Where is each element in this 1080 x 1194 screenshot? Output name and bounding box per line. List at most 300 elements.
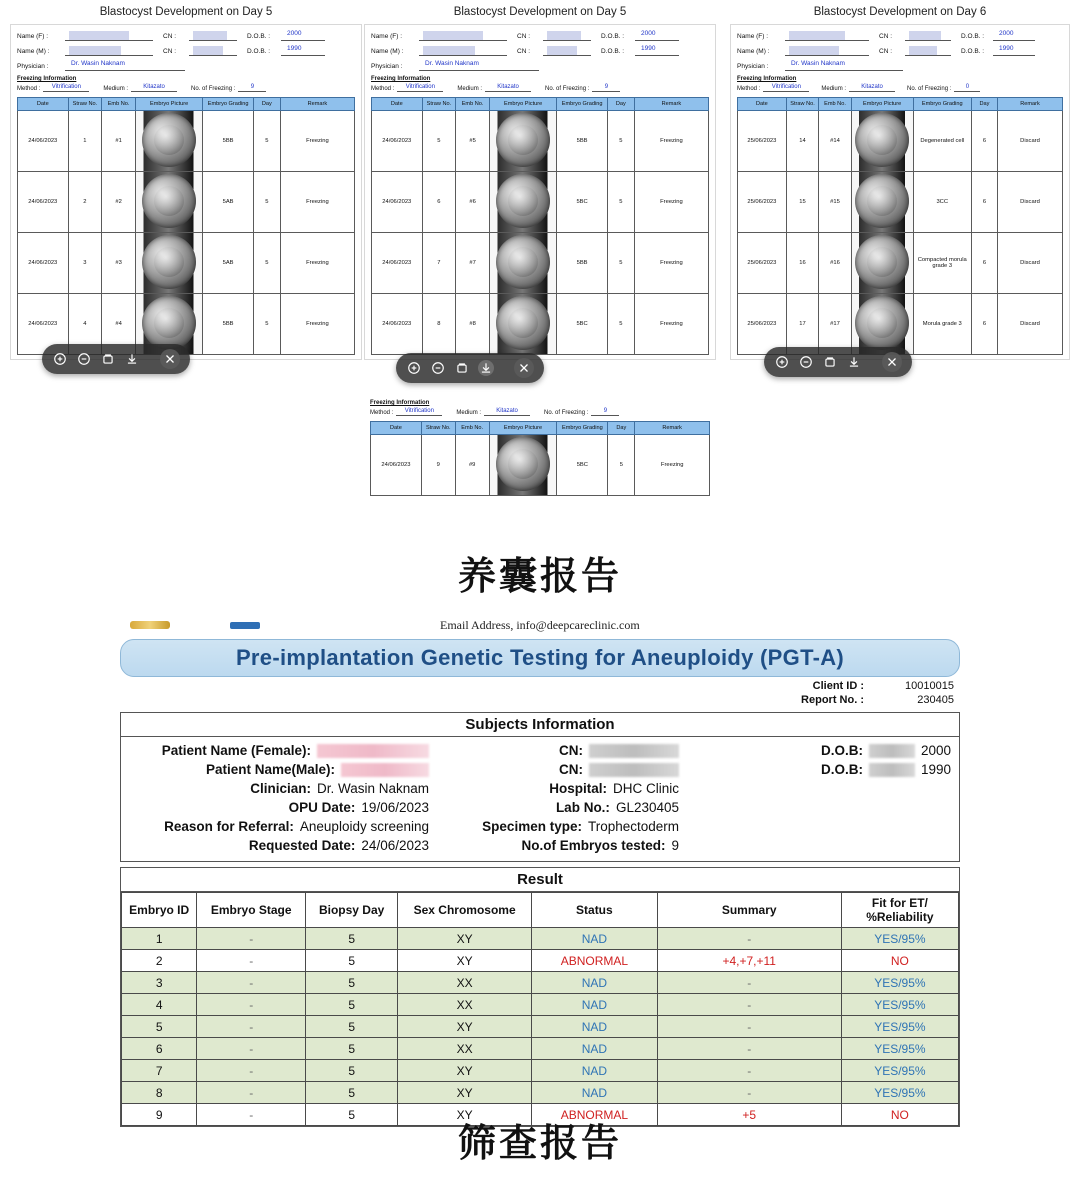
cell-day: 6: [972, 294, 998, 355]
cell-straw: 2: [68, 172, 102, 233]
subjects-grid: [121, 737, 959, 861]
requested-date-label: Requested Date:: [248, 838, 356, 853]
embryo-image[interactable]: [855, 113, 909, 167]
result-row: [122, 928, 959, 950]
col-picture: Embryo Picture: [489, 422, 557, 435]
cell-biopsy-day: 5: [306, 1016, 398, 1038]
table-row: [372, 294, 709, 355]
table-header-row: [372, 98, 709, 111]
dob-male-value: 1990: [920, 762, 951, 777]
method-label: Method :: [371, 86, 395, 92]
cn-label-f: CN :: [163, 32, 176, 40]
pgt-header: [120, 615, 960, 635]
col-day: Day: [972, 98, 998, 111]
cn-female-value-redacted: [589, 744, 679, 758]
cell-summary: +5: [657, 1104, 841, 1126]
dob-male-row: [679, 762, 951, 777]
embryo-image[interactable]: [142, 296, 196, 350]
dob-male-value: 1990: [999, 45, 1014, 52]
physician-value: Dr. Wasin Naknam: [71, 60, 125, 67]
cell-status: NAD: [532, 1060, 658, 1082]
cell-sex: XY: [398, 1060, 532, 1082]
table-row: [18, 111, 355, 172]
cn-female-label: CN:: [559, 743, 583, 758]
cell-date: 25/06/2023: [738, 111, 787, 172]
lab-no-label: Lab No.:: [555, 800, 610, 815]
cell-date: 24/06/2023: [372, 172, 423, 233]
panel-title: Blastocyst Development on Day 5: [453, 6, 627, 18]
embryo-image[interactable]: [142, 174, 196, 228]
cell-status: NAD: [532, 994, 658, 1016]
spacer-cell-4: [679, 838, 951, 853]
result-table: [121, 892, 959, 1126]
cell-embryo-id: 1: [122, 928, 197, 950]
cell-stage: -: [197, 950, 306, 972]
cn-male-label: CN:: [559, 762, 583, 777]
method-value: Vitrification: [43, 84, 89, 92]
table-row: [372, 111, 709, 172]
cell-embryo-id: 9: [122, 1104, 197, 1126]
embryo-image[interactable]: [142, 113, 196, 167]
cell-fit: NO: [841, 950, 958, 972]
col-date: Date: [372, 98, 423, 111]
result-row: [122, 1082, 959, 1104]
col-summary: Summary: [657, 893, 841, 928]
cell-embryo-picture[interactable]: [135, 233, 202, 294]
requested-date-row: [129, 838, 429, 853]
cell-day: 5: [253, 294, 280, 355]
close-icon[interactable]: [882, 352, 902, 372]
result-row: [122, 972, 959, 994]
col-emb: Emb No.: [456, 98, 490, 111]
cell-sex: XY: [398, 928, 532, 950]
physician-row: [17, 61, 355, 71]
cell-status: ABNORMAL: [532, 950, 658, 972]
cell-sex: XX: [398, 972, 532, 994]
cell-date: 25/06/2023: [738, 172, 787, 233]
spacer-cell-1: [679, 781, 951, 796]
cn-label-f: CN :: [517, 32, 530, 40]
cell-biopsy-day: 5: [306, 928, 398, 950]
client-id-label: Client ID :: [812, 680, 864, 692]
cell-biopsy-day: 5: [306, 994, 398, 1016]
freezing-row: [17, 84, 355, 92]
col-straw: Straw No.: [422, 98, 456, 111]
cell-status: NAD: [532, 1016, 658, 1038]
cell-remark: Discard: [998, 294, 1063, 355]
embryo-image[interactable]: [496, 235, 550, 289]
medium-value: Kitazato: [849, 84, 895, 92]
table-row: [18, 172, 355, 233]
embryo-table: [737, 97, 1063, 355]
hospital-row: [429, 781, 679, 796]
cell-remark: Discard: [998, 111, 1063, 172]
cell-straw: 14: [786, 111, 819, 172]
cell-grading: 5BB: [203, 294, 254, 355]
cell-sex: XY: [398, 1016, 532, 1038]
cell-status: NAD: [532, 972, 658, 994]
specimen-value: Trophectoderm: [587, 819, 679, 834]
cell-remark: Freezing: [280, 172, 354, 233]
medium-value: Kitazato: [131, 84, 177, 92]
cell-grading: 5AB: [203, 233, 254, 294]
cell-biopsy-day: 5: [306, 1082, 398, 1104]
cell-embryo-picture[interactable]: [851, 233, 913, 294]
cell-fit: NO: [841, 1104, 958, 1126]
reason-value: Aneuploidy screening: [299, 819, 429, 834]
physician-label: Physician :: [17, 62, 49, 70]
embryo-image[interactable]: [142, 235, 196, 289]
cell-fit: YES/95%: [841, 1060, 958, 1082]
freezing-heading: Freezing Information: [371, 76, 431, 82]
image-viewer-toolbar[interactable]: [396, 353, 544, 383]
freezing-count-value: 9: [591, 408, 619, 416]
cell-remark: Freezing: [634, 233, 708, 294]
hospital-label: Hospital:: [549, 781, 607, 796]
cell-embryo-picture[interactable]: [489, 233, 556, 294]
name-male-row: [17, 46, 355, 56]
cell-fit: YES/95%: [841, 972, 958, 994]
result-row: [122, 1038, 959, 1060]
name-female-label: Name (F) :: [371, 32, 403, 40]
physician-label: Physician :: [371, 62, 403, 70]
cell-biopsy-day: 5: [306, 1060, 398, 1082]
name-male-row: [737, 46, 1063, 56]
cell-status: NAD: [532, 1038, 658, 1060]
method-value: Vitrification: [397, 84, 443, 92]
clinic-logo-blue-icon: [230, 622, 260, 629]
cell-summary: -: [657, 1082, 841, 1104]
cell-embryo-picture[interactable]: [135, 111, 202, 172]
col-grading: Embryo Grading: [913, 98, 972, 111]
cell-stage: -: [197, 1038, 306, 1060]
cell-grading: 5BC: [557, 172, 608, 233]
col-day: Day: [253, 98, 280, 111]
cell-grading: Degenerated cell: [913, 111, 972, 172]
cell-straw: 7: [422, 233, 456, 294]
panel-extra-form: [366, 400, 714, 496]
cell-stage: -: [197, 1104, 306, 1126]
col-grading: Embryo Grading: [557, 422, 608, 435]
name-male-label: Name (M) :: [371, 47, 404, 55]
cell-grading: 5BB: [557, 233, 608, 294]
requested-date-value: 24/06/2023: [361, 838, 429, 853]
cell-fit: YES/95%: [841, 928, 958, 950]
clinic-email: Email Address, info@deepcareclinic.com: [440, 617, 640, 632]
report-banner-title: Pre-implantation Genetic Testing for Aneuploidy (PGT-A): [120, 639, 960, 677]
cn-label-m: CN :: [163, 47, 176, 55]
medium-value: Kitazato: [485, 84, 531, 92]
cell-grading: 5BC: [557, 435, 608, 496]
blastocyst-panel-extra: [366, 396, 714, 496]
cell-summary: +4,+7,+11: [657, 950, 841, 972]
cell-stage: -: [197, 972, 306, 994]
rotate-icon[interactable]: [454, 360, 470, 376]
cell-straw: 6: [422, 172, 456, 233]
zoom-in-icon[interactable]: [52, 351, 68, 367]
cn-label-m: CN :: [517, 47, 530, 55]
name-male-row: [371, 46, 709, 56]
cell-emb: #4: [102, 294, 136, 355]
cell-embryo-id: 4: [122, 994, 197, 1016]
cell-embryo-picture[interactable]: [851, 111, 913, 172]
cell-embryo-id: 3: [122, 972, 197, 994]
cell-day: 6: [972, 233, 998, 294]
table-row: [372, 233, 709, 294]
cell-date: 24/06/2023: [18, 294, 69, 355]
cell-stage: -: [197, 1082, 306, 1104]
embryo-image[interactable]: [496, 113, 550, 167]
cell-day: 5: [607, 172, 634, 233]
download-icon[interactable]: [846, 354, 862, 370]
cell-date: 25/06/2023: [738, 233, 787, 294]
cell-sex: XX: [398, 1038, 532, 1060]
dob-label-m: D.O.B. :: [247, 47, 271, 55]
cell-grading: 5AB: [203, 172, 254, 233]
result-box: [120, 867, 960, 1127]
method-label: Method :: [17, 86, 41, 92]
cell-embryo-picture[interactable]: [489, 172, 556, 233]
opu-date-label: OPU Date:: [288, 800, 356, 815]
name-female-row: [737, 31, 1063, 41]
col-emb: Emb No.: [819, 98, 852, 111]
close-icon[interactable]: [160, 349, 180, 369]
embryo-image[interactable]: [496, 174, 550, 228]
result-row: [122, 950, 959, 972]
clinic-logo-gold-icon: [130, 621, 170, 629]
panel-form: [730, 24, 1070, 360]
cell-embryo-id: 8: [122, 1082, 197, 1104]
physician-row: [371, 61, 709, 71]
cell-date: 24/06/2023: [372, 233, 423, 294]
zoom-out-icon[interactable]: [798, 354, 814, 370]
cell-day: 5: [607, 111, 634, 172]
col-emb: Emb No.: [102, 98, 136, 111]
embryo-table-extra: [370, 421, 710, 496]
table-row: [18, 233, 355, 294]
cell-summary: -: [657, 928, 841, 950]
col-picture: Embryo Picture: [135, 98, 202, 111]
physician-value: Dr. Wasin Naknam: [425, 60, 479, 67]
patient-male-value-redacted: [341, 763, 429, 777]
cell-day: 5: [607, 233, 634, 294]
cell-biopsy-day: 5: [306, 1038, 398, 1060]
cell-emb: #5: [456, 111, 490, 172]
report-no-value: 230405: [917, 694, 954, 706]
cell-emb: #7: [456, 233, 490, 294]
cell-day: 5: [608, 435, 635, 496]
col-date: Date: [738, 98, 787, 111]
patient-male-label: Patient Name(Male):: [205, 762, 335, 777]
dob-label-f: D.O.B. :: [601, 32, 625, 40]
medium-value: Kitazato: [484, 408, 530, 416]
zoom-out-icon[interactable]: [430, 360, 446, 376]
col-day: Day: [608, 422, 635, 435]
cell-embryo-picture[interactable]: [489, 111, 556, 172]
col-remark: Remark: [280, 98, 354, 111]
col-picture: Embryo Picture: [851, 98, 913, 111]
cell-day: 5: [607, 294, 634, 355]
medium-label: Medium :: [821, 86, 847, 92]
cell-summary: -: [657, 1060, 841, 1082]
cell-biopsy-day: 5: [306, 950, 398, 972]
freezing-heading: Freezing Information: [737, 76, 797, 82]
cell-emb: #16: [819, 233, 852, 294]
embryo-image[interactable]: [496, 296, 550, 350]
cell-straw: 4: [68, 294, 102, 355]
opu-date-value: 19/06/2023: [361, 800, 429, 815]
pgt-a-report: [120, 615, 960, 1127]
zoom-in-icon[interactable]: [774, 354, 790, 370]
cell-summary: -: [657, 1038, 841, 1060]
col-sex-chromosome: Sex Chromosome: [398, 893, 532, 928]
cell-emb: #3: [102, 233, 136, 294]
cell-summary: -: [657, 994, 841, 1016]
cell-status: NAD: [532, 928, 658, 950]
cell-fit: YES/95%: [841, 994, 958, 1016]
cell-straw: 1: [68, 111, 102, 172]
image-viewer-toolbar[interactable]: [764, 347, 912, 377]
dob-male-label: D.O.B:: [820, 762, 863, 777]
report-identifiers: [120, 679, 960, 707]
dob-female-value: 2000: [999, 30, 1014, 37]
medium-label: Medium :: [103, 86, 129, 92]
name-female-label: Name (F) :: [17, 32, 49, 40]
rotate-icon[interactable]: [822, 354, 838, 370]
cell-embryo-picture[interactable]: [851, 172, 913, 233]
cell-straw: 3: [68, 233, 102, 294]
cell-straw: 15: [786, 172, 819, 233]
freezing-count-label: No. of Freezing :: [907, 86, 952, 92]
download-icon[interactable]: [478, 360, 494, 376]
cell-remark: Discard: [998, 233, 1063, 294]
col-grading: Embryo Grading: [557, 98, 608, 111]
cell-emb: #14: [819, 111, 852, 172]
cell-emb: #9: [455, 435, 489, 496]
col-grading: Embryo Grading: [203, 98, 254, 111]
freezing-count-value: 9: [592, 84, 620, 92]
result-title: Result: [121, 868, 959, 892]
freezing-row: [737, 84, 1063, 92]
embryos-tested-label: No.of Embryos tested:: [521, 838, 666, 853]
cell-remark: Freezing: [280, 111, 354, 172]
panel-form: [10, 24, 362, 360]
name-male-label: Name (M) :: [17, 47, 50, 55]
patient-female-value-redacted: [317, 744, 429, 758]
cell-emb: #17: [819, 294, 852, 355]
download-icon[interactable]: [124, 351, 140, 367]
cell-date: 24/06/2023: [18, 111, 69, 172]
cell-grading: 5BB: [203, 111, 254, 172]
opu-date-row: [129, 800, 429, 815]
dob-label-m: D.O.B. :: [601, 47, 625, 55]
embryo-table: [17, 97, 355, 355]
table-row: [738, 233, 1063, 294]
cell-day: 6: [972, 172, 998, 233]
dob-female-value: 2000: [641, 30, 656, 37]
dob-male-redact: [869, 763, 915, 777]
cell-embryo-id: 5: [122, 1016, 197, 1038]
result-row: [122, 994, 959, 1016]
col-picture: Embryo Picture: [489, 98, 556, 111]
freezing-heading: Freezing Information: [17, 76, 77, 82]
zoom-in-icon[interactable]: [406, 360, 422, 376]
col-date: Date: [371, 422, 422, 435]
cell-date: 24/06/2023: [372, 111, 423, 172]
cell-remark: Discard: [998, 172, 1063, 233]
panel-form: [364, 24, 716, 360]
cell-summary: -: [657, 972, 841, 994]
embryo-image[interactable]: [855, 296, 909, 350]
cn-male-value-redacted: [589, 763, 679, 777]
embryo-image[interactable]: [496, 437, 550, 491]
cell-remark: Freezing: [634, 294, 708, 355]
cell-embryo-picture[interactable]: [851, 294, 913, 355]
clinician-value: Dr. Wasin Naknam: [316, 781, 429, 796]
lab-no-value: GL230405: [615, 800, 679, 815]
rotate-icon[interactable]: [100, 351, 116, 367]
cell-embryo-picture[interactable]: [489, 294, 556, 355]
blastocyst-panel-day5-b: [364, 6, 716, 360]
cell-day: 5: [253, 233, 280, 294]
table-header-row: [738, 98, 1063, 111]
cell-embryo-picture[interactable]: [135, 172, 202, 233]
cn-male-row: [429, 762, 679, 777]
cell-stage: -: [197, 928, 306, 950]
image-viewer-toolbar[interactable]: [42, 344, 190, 374]
method-value: Vitrification: [763, 84, 809, 92]
dob-label-f: D.O.B. :: [247, 32, 271, 40]
freezing-count-label: No. of Freezing :: [191, 86, 236, 92]
cell-remark: Freezing: [634, 111, 708, 172]
col-embryo-id: Embryo ID: [122, 893, 197, 928]
table-header-row: [371, 422, 710, 435]
cell-date: 24/06/2023: [371, 435, 422, 496]
cell-remark: Freezing: [634, 172, 708, 233]
reason-row: [129, 819, 429, 834]
embryo-table: [371, 97, 709, 355]
zoom-out-icon[interactable]: [76, 351, 92, 367]
dob-female-redact: [869, 744, 915, 758]
caption-screening-report: 筛查报告: [457, 1121, 622, 1165]
cell-straw: 9: [421, 435, 455, 496]
cn-label-f: CN :: [879, 32, 892, 40]
medium-label: Medium :: [456, 410, 482, 416]
cell-sex: XY: [398, 950, 532, 972]
cell-grading: Morula grade 3: [913, 294, 972, 355]
patient-male-row: [129, 762, 429, 777]
embryos-tested-value: 9: [671, 838, 679, 853]
table-row: [738, 294, 1063, 355]
col-fit-for-et: Fit for ET/ %Reliability: [841, 893, 958, 928]
cell-biopsy-day: 5: [306, 1104, 398, 1126]
cell-straw: 16: [786, 233, 819, 294]
embryo-image[interactable]: [855, 235, 909, 289]
cell-emb: #15: [819, 172, 852, 233]
dob-label-m: D.O.B. :: [961, 47, 985, 55]
cell-embryo-id: 7: [122, 1060, 197, 1082]
embryos-tested-row: [429, 838, 679, 853]
dob-label-f: D.O.B. :: [961, 32, 985, 40]
close-icon[interactable]: [514, 358, 534, 378]
cell-sex: XY: [398, 1104, 532, 1126]
freezing-heading: Freezing Information: [370, 400, 430, 406]
cell-embryo-picture[interactable]: [489, 435, 557, 496]
embryo-image[interactable]: [855, 174, 909, 228]
cn-label-m: CN :: [879, 47, 892, 55]
cell-emb: #8: [456, 294, 490, 355]
cell-stage: -: [197, 1016, 306, 1038]
